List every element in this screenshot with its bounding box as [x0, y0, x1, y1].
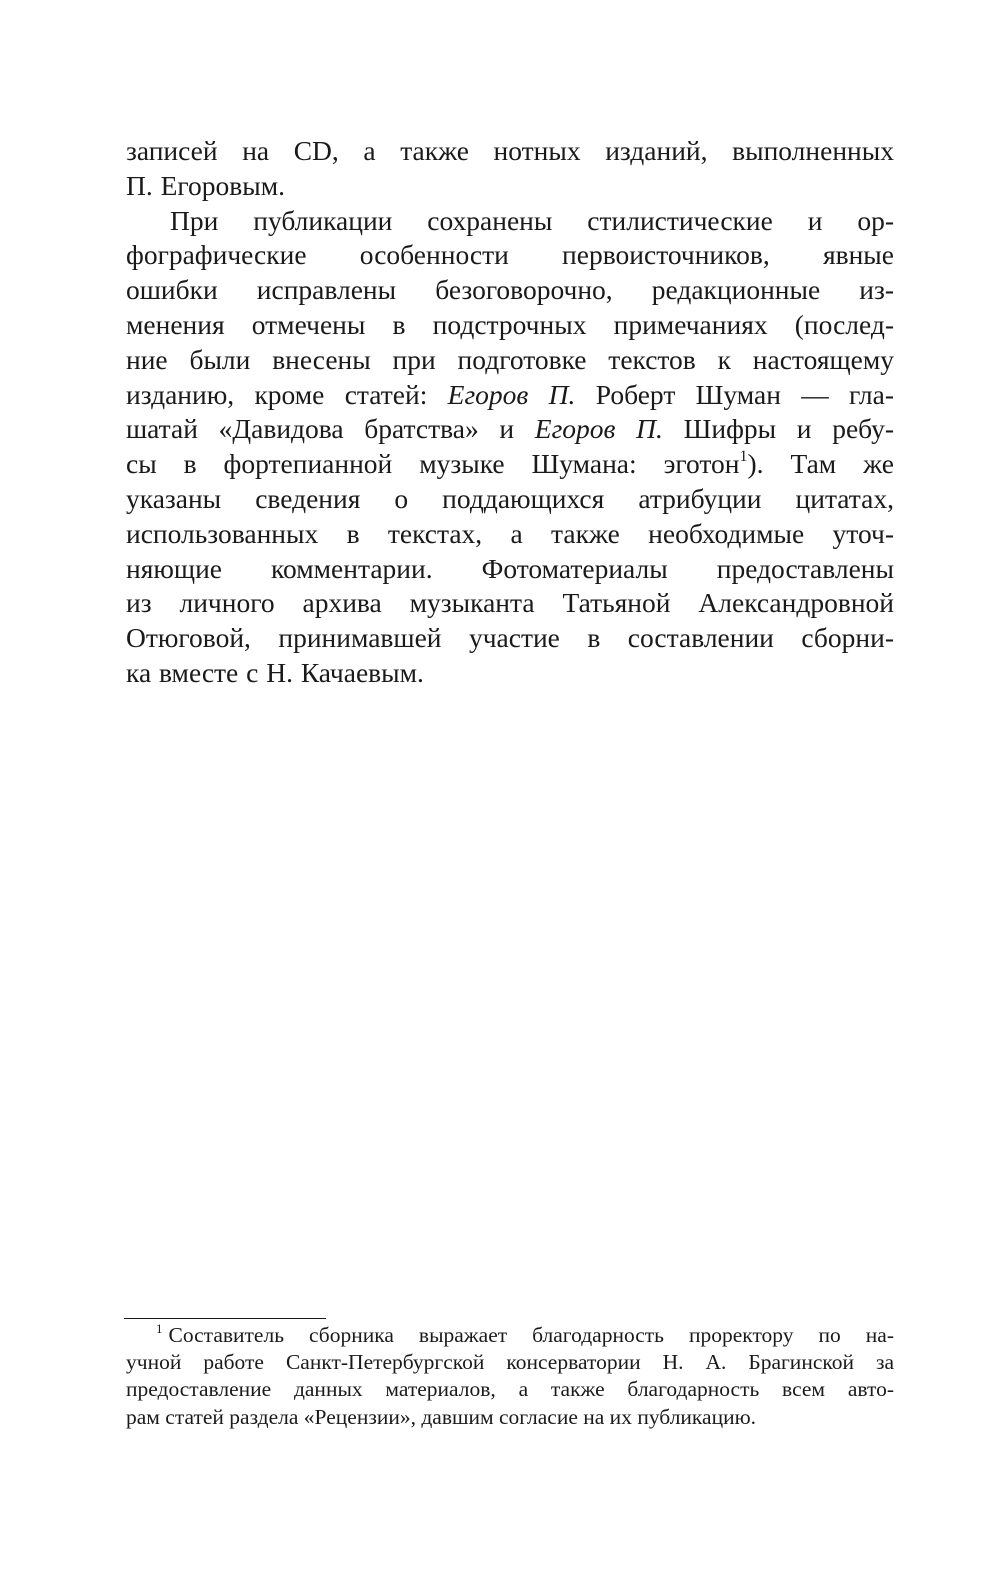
text-line: При публикации сохранены стилистические и ор-: [170, 204, 894, 236]
author-name: Егоров П.: [447, 378, 576, 410]
footnote: [126, 1322, 894, 1431]
text-segment: ). Там же: [747, 448, 895, 480]
text-line: [126, 447, 894, 482]
text-line: из личного архива музыканта Татьяной Александровной: [126, 587, 894, 619]
footnote-line: рам статей раздела «Рецензии», давшим согласие на их публикацию.: [126, 1404, 757, 1429]
text-line: записей на CD, а также нотных изданий, выполненных: [126, 135, 894, 166]
text-line: няющие комментарии. Фотоматериалы предоставлены: [126, 552, 894, 584]
text-segment: Составитель сборника выражает благодарность проректору по на-: [168, 1323, 894, 1347]
text-segment: сы в фортепианной музыке Шумана: эготон: [126, 448, 740, 480]
footnote-line: учной работе Санкт-Петербургской консерватории Н. А. Брагинской за: [126, 1350, 894, 1375]
text-line: П. Егоровым.: [126, 169, 285, 201]
text-line: ошибки исправлены безоговорочно, редакционные из-: [126, 274, 894, 306]
text-line: Отюговой, принимавшей участие в составлении сборни-: [126, 622, 894, 654]
text-line: ние были внесены при подготовке текстов к настоящему: [126, 343, 894, 375]
text-line: менения отмечены в подстрочных примечаниях (послед-: [126, 308, 894, 340]
text-segment: шатай «Давидова братства» и: [126, 413, 535, 445]
footnote-reference: 1: [739, 448, 748, 466]
text-segment: Шифры и ребу-: [662, 413, 895, 445]
text-line: [126, 412, 894, 447]
footnote-line: [126, 1322, 894, 1349]
text-line: использованных в текстах, а также необходимые уточ-: [126, 517, 894, 549]
main-text: [126, 134, 894, 691]
text-line: фографические особенности первоисточников, явные: [126, 239, 894, 271]
text-segment: Роберт Шуман — гла-: [575, 378, 894, 410]
footnote-divider: [124, 1318, 326, 1319]
text-line: ка вместе с Н. Качаевым.: [126, 656, 424, 688]
footnote-line: предоставление данных материалов, а также благодарность всем авто-: [126, 1377, 894, 1402]
author-name: Егоров П.: [534, 413, 663, 445]
text-segment: изданию, кроме статей:: [126, 378, 448, 410]
text-line: указаны сведения о поддающихся атрибуции цитатах,: [126, 482, 894, 514]
footnote-mark: 1: [156, 1321, 163, 1336]
text-line: [126, 378, 894, 413]
